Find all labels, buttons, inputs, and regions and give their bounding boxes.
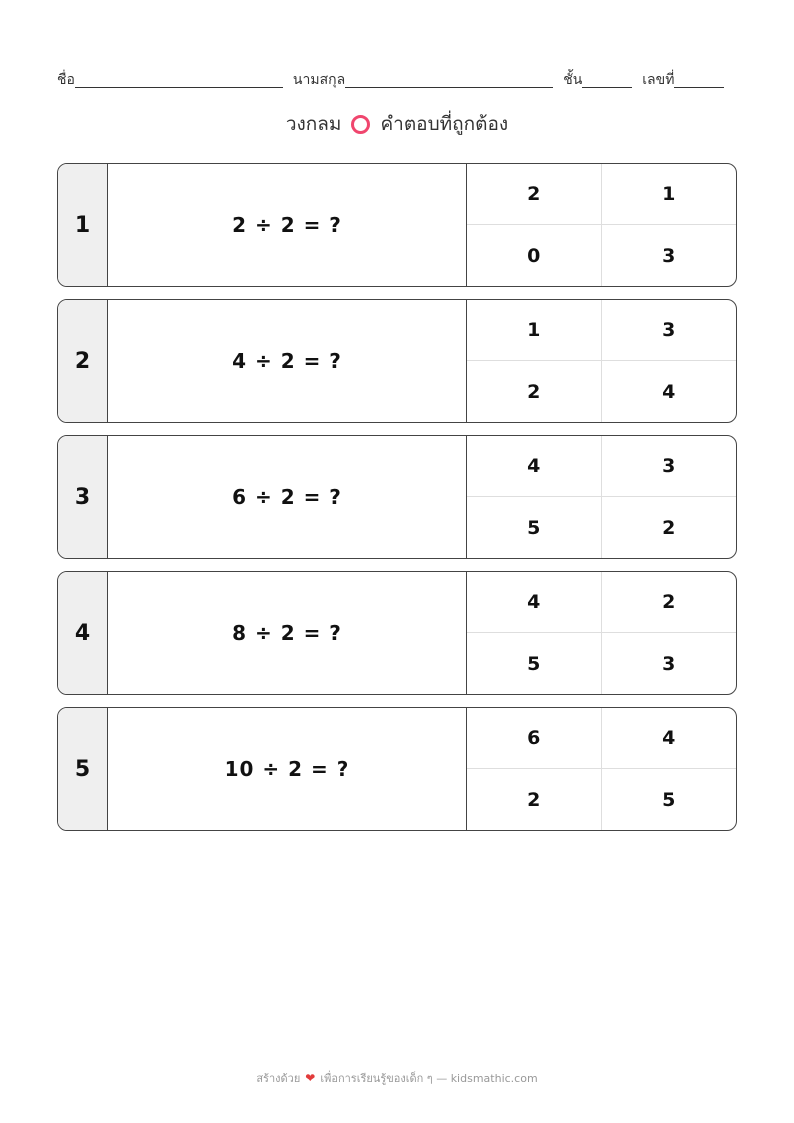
question-row [57, 707, 737, 831]
answer-option[interactable]: 3 [662, 652, 676, 675]
number-label: เลขที่ [642, 72, 675, 88]
answer-option[interactable]: 2 [662, 516, 676, 539]
instruction [0, 110, 794, 138]
question-expression: 10 ÷ 2 = ? [108, 708, 467, 830]
answer-option[interactable]: 4 [662, 380, 676, 403]
answer-option[interactable]: 5 [662, 788, 676, 811]
answer-option[interactable]: 0 [467, 225, 602, 286]
footer-text-after: เพื่อการเรียนรู้ของเด็ก ๆ — kidsmathic.com [320, 1072, 538, 1085]
answer-option[interactable]: 1 [602, 164, 737, 225]
circle-icon [351, 115, 370, 134]
class-field-line[interactable] [582, 73, 632, 88]
question-number: 4 [58, 572, 108, 694]
answer-options [467, 708, 736, 830]
question-number: 3 [58, 436, 108, 558]
name-field-line[interactable] [75, 73, 283, 88]
footer-text-before: สร้างด้วย [256, 1072, 301, 1085]
answer-option[interactable]: 5 [467, 497, 602, 558]
question-expression: 6 ÷ 2 = ? [108, 436, 467, 558]
footer [0, 1070, 794, 1086]
answer-option[interactable]: 5 [467, 633, 602, 694]
answer-option[interactable]: 2 [467, 769, 602, 830]
answer-option[interactable]: 3 [662, 244, 676, 267]
question-row [57, 435, 737, 559]
answer-options [467, 572, 736, 694]
answer-option[interactable]: 4 [467, 436, 602, 497]
question-row [57, 163, 737, 287]
answer-options [467, 164, 736, 286]
answer-options [467, 300, 736, 422]
question-row [57, 299, 737, 423]
question-list [57, 163, 737, 843]
answer-option[interactable]: 3 [602, 300, 737, 361]
answer-option[interactable]: 4 [467, 572, 602, 633]
answer-option[interactable]: 1 [467, 300, 602, 361]
question-expression: 2 ÷ 2 = ? [108, 164, 467, 286]
answer-option[interactable]: 3 [602, 436, 737, 497]
name-label: ชื่อ [57, 72, 75, 88]
instruction-text-before: วงกลม [285, 113, 342, 135]
surname-field-line[interactable] [345, 73, 553, 88]
number-field-line[interactable] [674, 73, 724, 88]
question-expression: 4 ÷ 2 = ? [108, 300, 467, 422]
answer-option[interactable]: 6 [467, 708, 602, 769]
question-number: 5 [58, 708, 108, 830]
class-label: ชั้น [563, 72, 583, 88]
student-info-header [57, 68, 748, 88]
heart-icon: ❤ [305, 1071, 316, 1085]
answer-option[interactable]: 2 [602, 572, 737, 633]
question-number: 2 [58, 300, 108, 422]
answer-option[interactable]: 2 [467, 361, 602, 422]
question-number: 1 [58, 164, 108, 286]
instruction-text-after: คำตอบที่ถูกต้อง [380, 113, 509, 135]
surname-label: นามสกุล [292, 72, 346, 88]
answer-options [467, 436, 736, 558]
answer-option[interactable]: 2 [467, 164, 602, 225]
question-row [57, 571, 737, 695]
answer-option[interactable]: 4 [602, 708, 737, 769]
question-expression: 8 ÷ 2 = ? [108, 572, 467, 694]
